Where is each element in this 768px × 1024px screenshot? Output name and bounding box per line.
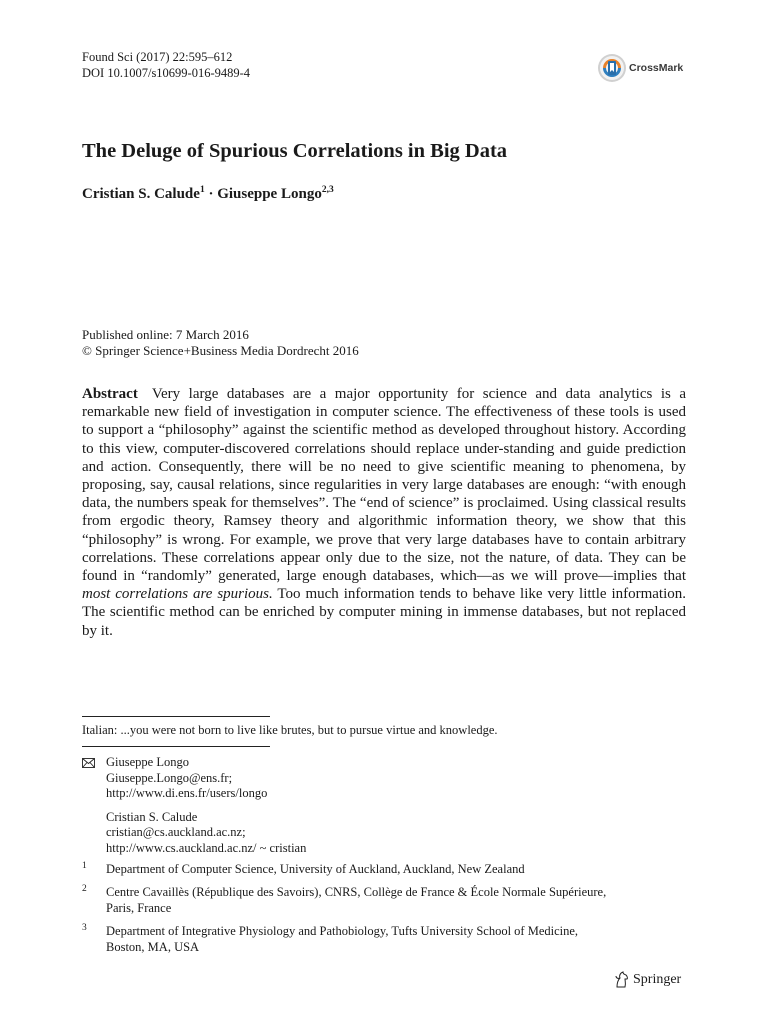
- abstract-emphasis: most correlations are spurious.: [82, 586, 273, 603]
- contact-email[interactable]: Giuseppe.Longo@ens.fr;: [106, 770, 233, 785]
- contact-url[interactable]: http://www.cs.auckland.ac.nz/ ~ cristian: [106, 840, 307, 855]
- affiliation-item: [82, 861, 682, 877]
- contact-block: [106, 755, 306, 802]
- author-affiliation-mark: 2,3: [321, 185, 334, 195]
- correspondence-divider: [82, 746, 270, 747]
- affiliation-line: Boston, MA, USA: [106, 940, 200, 954]
- affiliation-line: Centre Cavaillès (République des Savoirs), CNRS, Collège de France & École Normale Supérieure,: [106, 885, 607, 899]
- contact-name: Giuseppe Longo: [106, 755, 189, 769]
- affiliation-number: 1: [82, 861, 87, 871]
- journal-citation: Found Sci (2017) 22:595–612: [82, 50, 233, 64]
- crossmark-badge[interactable]: [597, 53, 683, 83]
- paper-title: The Deluge of Spurious Correlations in Big Data: [82, 140, 508, 162]
- author-name: Giuseppe Longo: [217, 186, 322, 202]
- abstract: [82, 385, 686, 640]
- affiliation-line: Department of Integrative Physiology and Pathobiology, Tufts University School of Medicine,: [106, 924, 579, 938]
- publisher-logo: [614, 971, 681, 989]
- author-affiliation-mark: 1: [199, 185, 205, 195]
- author-separator: ·: [204, 186, 218, 202]
- contact-url[interactable]: http://www.di.ens.fr/users/longo: [106, 786, 268, 800]
- affiliation-line: Department of Computer Science, University of Auckland, Auckland, New Zealand: [106, 862, 525, 876]
- epigraph-footnote: Italian: ...you were not born to live like brutes, but to pursue virtue and knowledge.: [82, 723, 498, 737]
- journal-doi[interactable]: DOI 10.1007/s10699-016-9489-4: [82, 66, 251, 80]
- publication-info: [82, 327, 359, 358]
- abstract-text-end: Too much information tends to behave like very little information. The scientific method can be enriched by computer mining in immense databases, but not replaced by it.: [82, 586, 687, 639]
- journal-info: [82, 49, 250, 81]
- springer-horse-icon: [614, 971, 630, 989]
- contact-email[interactable]: cristian@cs.auckland.ac.nz;: [106, 825, 246, 839]
- affiliation-item: [82, 884, 682, 916]
- affiliation-number: 2: [82, 884, 87, 894]
- abstract-text: Very large databases are a major opportunity for science and data analytics is a remarkable new field of investigation in computer science. The effectiveness of these tools is used to support a “philosophy” against the scientific method as developed throughout history. According to this view, computer-discovered correlations should replace under-standing and guide prediction and action. Consequently, there will be no need to give scientific meaning to phenomena, by proposing, say, causal relations, since regularities in very large databases are enough: “with enough data, the numbers speak for themselves”. The “end of science” is proclaimed. Using classical results from ergodic theory, Ramsey theory and algorithmic information theory, we show that this “philosophy” is wrong. For example, we prove that very large databases have to contain arbitrary correlations. These correlations appear only due to the size, not the nature, of data. They can be found in “randomly” generated, large enough databases, which—as we will prove—implies that: [82, 386, 686, 585]
- affiliations: [82, 861, 682, 962]
- author-list: [82, 186, 334, 203]
- affiliation-line: Paris, France: [106, 901, 172, 915]
- abstract-label: Abstract: [82, 386, 138, 402]
- footnote-divider: [82, 716, 270, 717]
- published-date: Published online: 7 March 2016: [82, 327, 249, 342]
- contact-block: [106, 810, 306, 857]
- correspondence: [82, 755, 306, 856]
- copyright-notice: © Springer Science+Business Media Dordrecht 2016: [82, 342, 359, 358]
- crossmark-icon: [597, 53, 627, 83]
- author-name: Cristian S. Calude: [82, 186, 200, 202]
- contact-name: Cristian S. Calude: [106, 809, 198, 824]
- crossmark-label: CrossMark: [629, 62, 684, 74]
- publisher-name: Springer: [633, 972, 682, 987]
- affiliation-item: [82, 923, 682, 955]
- affiliation-number: 3: [82, 923, 87, 933]
- envelope-icon: [82, 758, 95, 768]
